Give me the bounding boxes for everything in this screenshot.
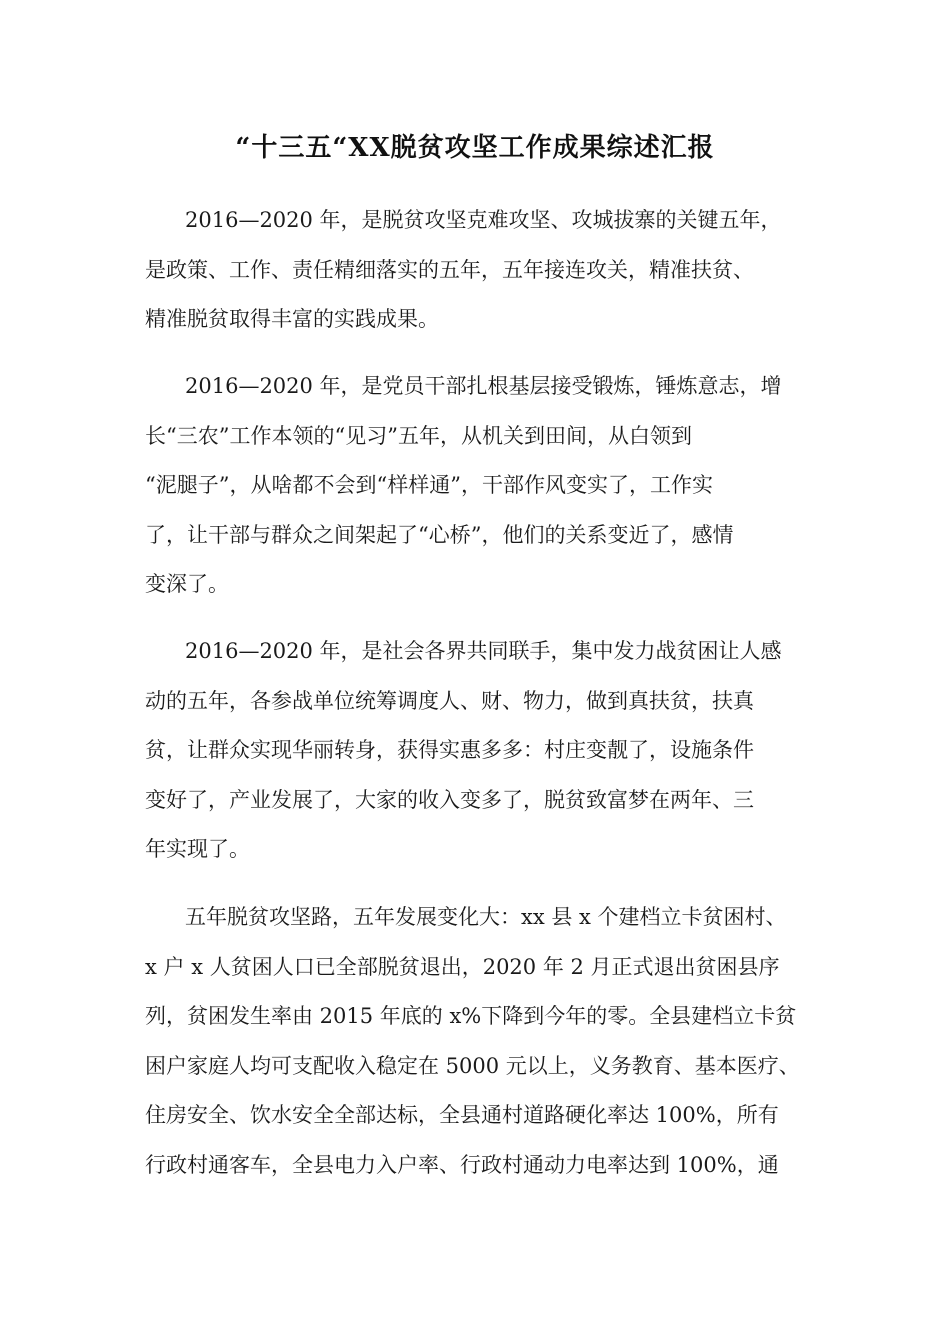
paragraph-line: 贫，让群众实现华丽转身，获得实惠多多：村庄变靓了，设施条件 bbox=[145, 738, 754, 762]
paragraph-line: 2016—2020 年，是党员干部扎根基层接受锻炼，锤炼意志，增 bbox=[185, 374, 782, 398]
paragraph-line: 变深了。 bbox=[145, 572, 229, 596]
paragraph-line: “泥腿子”，从啥都不会到“样样通”，干部作风变实了，工作实 bbox=[145, 473, 713, 497]
paragraph-4 bbox=[145, 893, 813, 1190]
document-title: “十三五“XX脱贫攻坚工作成果综述汇报 bbox=[235, 133, 715, 163]
paragraph-line: 住房安全、饮水安全全部达标，全县通村道路硬化率达 100%，所有 bbox=[145, 1103, 779, 1127]
paragraph-line: 2016—2020 年，是脱贫攻坚克难攻坚、攻城拔寨的关键五年， bbox=[185, 208, 782, 232]
paragraph-line: 2016—2020 年，是社会各界共同联手，集中发力战贫困让人感 bbox=[185, 639, 782, 663]
paragraph-3 bbox=[145, 627, 813, 875]
paragraph-line: 行政村通客车，全县电力入户率、行政村通动力电率达到 100%，通 bbox=[145, 1152, 779, 1177]
paragraph-line: 年实现了。 bbox=[145, 837, 250, 861]
paragraph-line: x 户 x 人贫困人口已全部脱贫退出，2020 年 2 月正式退出贫困县序 bbox=[145, 954, 780, 979]
paragraph-line: 五年脱贫攻坚路，五年发展变化大：xx 县 x 个建档立卡贫困村、 bbox=[185, 905, 787, 929]
paragraph-line: 动的五年，各参战单位统筹调度人、财、物力，做到真扶贫，扶真 bbox=[145, 688, 754, 713]
paragraph-line: 长“三农”工作本领的“见习”五年，从机关到田间，从白领到 bbox=[145, 423, 692, 448]
paragraph-2 bbox=[145, 362, 813, 610]
paragraph-line: 是政策、工作、责任精细落实的五年，五年接连攻关，精准扶贫、 bbox=[145, 257, 754, 282]
paragraph-line: 精准脱贫取得丰富的实践成果。 bbox=[145, 307, 439, 331]
paragraph-line: 困户家庭人均可支配收入稳定在 5000 元以上，义务教育、基本医疗、 bbox=[145, 1053, 800, 1078]
paragraph-line: 了，让干部与群众之间架起了“心桥”，他们的关系变近了，感情 bbox=[145, 522, 734, 547]
paragraph-1 bbox=[145, 196, 813, 345]
paragraph-line: 变好了，产业发展了，大家的收入变多了，脱贫致富梦在两年、三 bbox=[145, 787, 754, 812]
paragraph-line: 列，贫困发生率由 2015 年底的 x%下降到今年的零。全县建档立卡贫 bbox=[145, 1004, 797, 1028]
